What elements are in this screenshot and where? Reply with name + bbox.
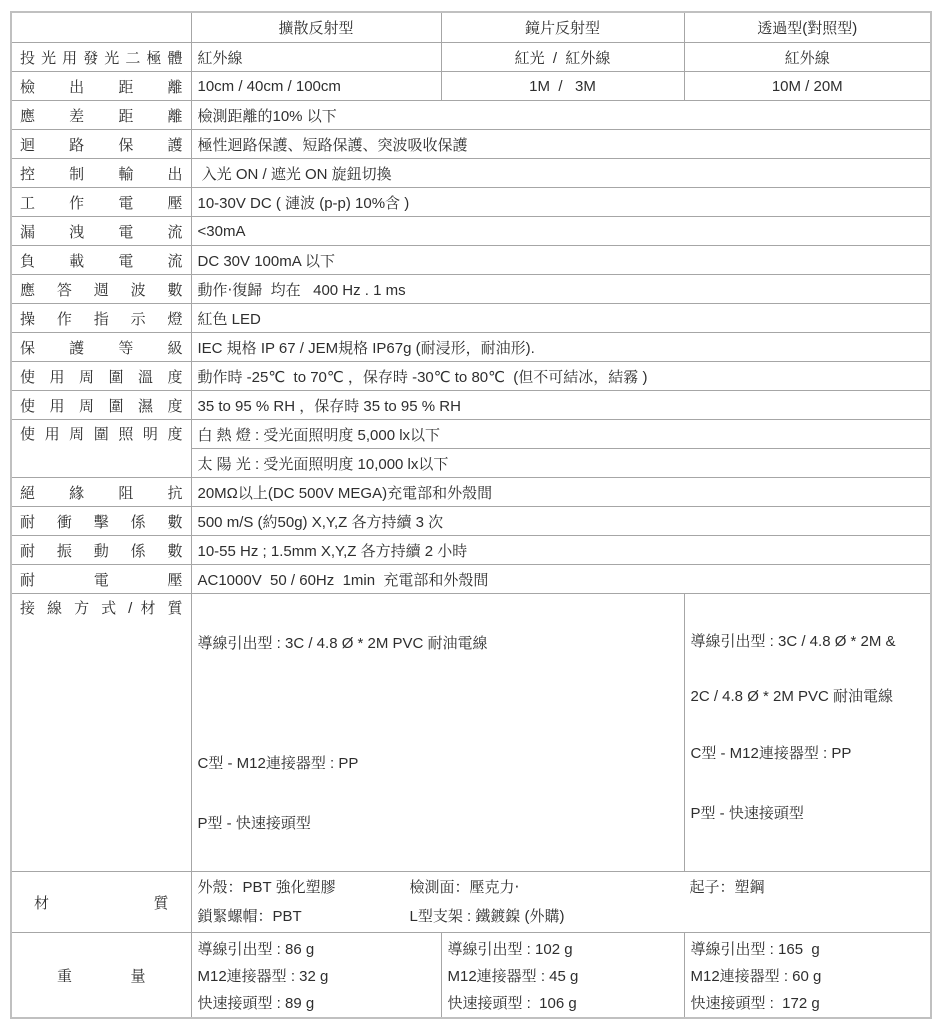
hysteresis-value: 檢測距離的10% 以下: [191, 101, 931, 130]
insulation-resistance-value: 20MΩ以上(DC 500V MEGA)充電部和外殼間: [191, 478, 931, 507]
row-material: [11, 872, 931, 933]
row-vibration-resistance: [11, 536, 931, 565]
label-sensing-distance: 檢 出 距 離: [11, 72, 191, 101]
row-insulation-resistance: [11, 478, 931, 507]
weight-line: M12連接器型 : 60 g: [690, 968, 822, 985]
label-leakage-current: 漏 洩 電 流: [11, 217, 191, 246]
label-ambient-illuminance: 使 用 周 圍 照 明 度: [11, 420, 191, 478]
ambient-humidity-value: 35 to 95 % RH ，保存時 35 to 95 % RH: [191, 391, 931, 420]
row-emitting-led: [11, 43, 931, 72]
label-vibration-resistance: 耐 振 動 係 數: [11, 536, 191, 565]
label-weight: 重 量: [11, 933, 191, 1019]
row-control-output: [11, 159, 931, 188]
label-shock-resistance: 耐 衝 擊 係 數: [11, 507, 191, 536]
label-load-current: 負 載 電 流: [11, 246, 191, 275]
label-indicator: 操 作 指 示 燈: [11, 304, 191, 333]
row-protection-grade: [11, 333, 931, 362]
control-output-value: 入光 ON / 遮光 ON 旋鈕切換: [191, 159, 931, 188]
withstand-voltage-value: AC1000V 50 / 60Hz 1min 充電部和外殼間: [191, 565, 931, 594]
wiring-right-line: 2C / 4.8 Ø * 2M PVC 耐油電線: [690, 688, 894, 705]
weight-line: 導線引出型 : 165 g: [690, 941, 820, 958]
weight-line: 導線引出型 : 86 g: [197, 941, 315, 958]
ambient-temperature-value: 動作時 -25℃ to 70℃ ，保存時 -30℃ to 80℃ (但不可結冰，結霧 ): [191, 362, 931, 391]
material-bracket: L型支架 : 鐵鍍鎳 (外購): [409, 907, 565, 925]
led-diffuse-value: 紅外線: [191, 43, 441, 72]
protection-grade-value: IEC 規格 IP 67 / JEM規格 IP67g (耐浸形，耐油形).: [191, 333, 931, 362]
material-grid: [198, 875, 925, 930]
weight-retro-cell: [441, 933, 684, 1019]
material-screwdriver: 起子：塑鋼: [689, 878, 765, 896]
distance-through-value: 10M / 20M: [684, 72, 931, 101]
label-wiring-material: 接 線 方 式 / 材 質: [11, 594, 191, 872]
illuminance-sunlight-value: 太 陽 光 : 受光面照明度 10,000 lx以下: [191, 449, 931, 478]
weight-line: 快速接頭型 : 89 g: [197, 995, 315, 1012]
weight-line: M12連接器型 : 32 g: [197, 968, 329, 985]
led-retro-value: 紅光 / 紅外線: [441, 43, 684, 72]
label-emitting-led: 投 光 用 發 光 二 極 體: [11, 43, 191, 72]
row-wiring-material: [11, 594, 931, 872]
weight-through-cell: [684, 933, 931, 1019]
row-leakage-current: [11, 217, 931, 246]
header-through-beam-type: 透過型(對照型): [684, 12, 931, 43]
wiring-left-line: [198, 691, 678, 717]
vibration-resistance-value: 10-55 Hz ; 1.5mm X,Y,Z 各方持續 2 小時: [191, 536, 931, 565]
row-indicator: [11, 304, 931, 333]
label-control-output: 控 制 輸 出: [11, 159, 191, 188]
label-operating-voltage: 工 作 電 壓: [11, 188, 191, 217]
material-sensing-face: 檢測面：壓克力‧: [409, 878, 520, 896]
material-cell: [191, 872, 931, 933]
row-shock-resistance: [11, 507, 931, 536]
wiring-right-line: P型 - 快速接頭型: [690, 805, 804, 822]
wiring-right-line: C型 - M12連接器型 : PP: [690, 745, 852, 762]
label-response-frequency: 應 答 週 波 數: [11, 275, 191, 304]
material-housing: 外殼：PBT 強化塑膠: [197, 878, 336, 896]
row-ambient-humidity: [11, 391, 931, 420]
response-frequency-value: 動作‧復歸 均在 400 Hz . 1 ms: [191, 275, 931, 304]
weight-line: M12連接器型 : 45 g: [447, 968, 579, 985]
row-response-frequency: [11, 275, 931, 304]
row-ambient-illuminance-incandescent: [11, 420, 931, 449]
label-hysteresis: 應 差 距 離: [11, 101, 191, 130]
load-current-value: DC 30V 100mA 以下: [191, 246, 931, 275]
header-diffuse-type: 擴散反射型: [191, 12, 441, 43]
label-ambient-temperature: 使 用 周 圍 溫 度: [11, 362, 191, 391]
row-hysteresis: [11, 101, 931, 130]
distance-diffuse-value: 10cm / 40cm / 100cm: [191, 72, 441, 101]
distance-retro-value: 1M / 3M: [441, 72, 684, 101]
label-insulation-resistance: 絕 緣 阻 抗: [11, 478, 191, 507]
wiring-right-cell: [684, 594, 931, 872]
row-weight: [11, 933, 931, 1019]
leakage-current-value: <30mA: [191, 217, 931, 246]
label-material: 材 質: [11, 872, 191, 933]
operating-voltage-value: 10-30V DC ( 漣波 (p-p) 10%含 ): [191, 188, 931, 217]
shock-resistance-value: 500 m/S (約50g) X,Y,Z 各方持續 3 次: [191, 507, 931, 536]
sensor-spec-table: [10, 11, 932, 1019]
material-blank: [690, 904, 925, 930]
circuit-protection-value: 極性迴路保護、短路保護、突波吸收保護: [191, 130, 931, 159]
illuminance-incandescent-value: 白 熱 燈 : 受光面照明度 5,000 lx以下: [191, 420, 931, 449]
indicator-value: 紅色 LED: [191, 304, 931, 333]
row-load-current: [11, 246, 931, 275]
label-protection-grade: 保 護 等 級: [11, 333, 191, 362]
row-operating-voltage: [11, 188, 931, 217]
row-withstand-voltage: [11, 565, 931, 594]
wiring-left-line: 導線引出型 : 3C / 4.8 Ø * 2M PVC 耐油電線: [197, 635, 488, 652]
wiring-left-line: C型 - M12連接器型 : PP: [197, 755, 359, 772]
wiring-left-cell: [191, 594, 684, 872]
weight-line: 快速接頭型 : 172 g: [690, 995, 820, 1012]
label-ambient-humidity: 使 用 周 圍 濕 度: [11, 391, 191, 420]
label-circuit-protection: 迴 路 保 護: [11, 130, 191, 159]
header-retroreflective-type: 鏡片反射型: [441, 12, 684, 43]
label-withstand-voltage: 耐 電 壓: [11, 565, 191, 594]
weight-line: 快速接頭型 : 106 g: [447, 995, 577, 1012]
wiring-right-line: 導線引出型 : 3C / 4.8 Ø * 2M &: [690, 633, 896, 650]
header-row: [11, 12, 931, 43]
weight-diffuse-cell: [191, 933, 441, 1019]
row-ambient-temperature: [11, 362, 931, 391]
weight-line: 導線引出型 : 102 g: [447, 941, 573, 958]
led-through-value: 紅外線: [684, 43, 931, 72]
row-circuit-protection: [11, 130, 931, 159]
row-sensing-distance: [11, 72, 931, 101]
material-lock-nut: 鎖緊螺帽：PBT: [197, 907, 302, 925]
header-blank-cell: [11, 12, 191, 43]
wiring-left-line: P型 - 快速接頭型: [197, 815, 311, 832]
